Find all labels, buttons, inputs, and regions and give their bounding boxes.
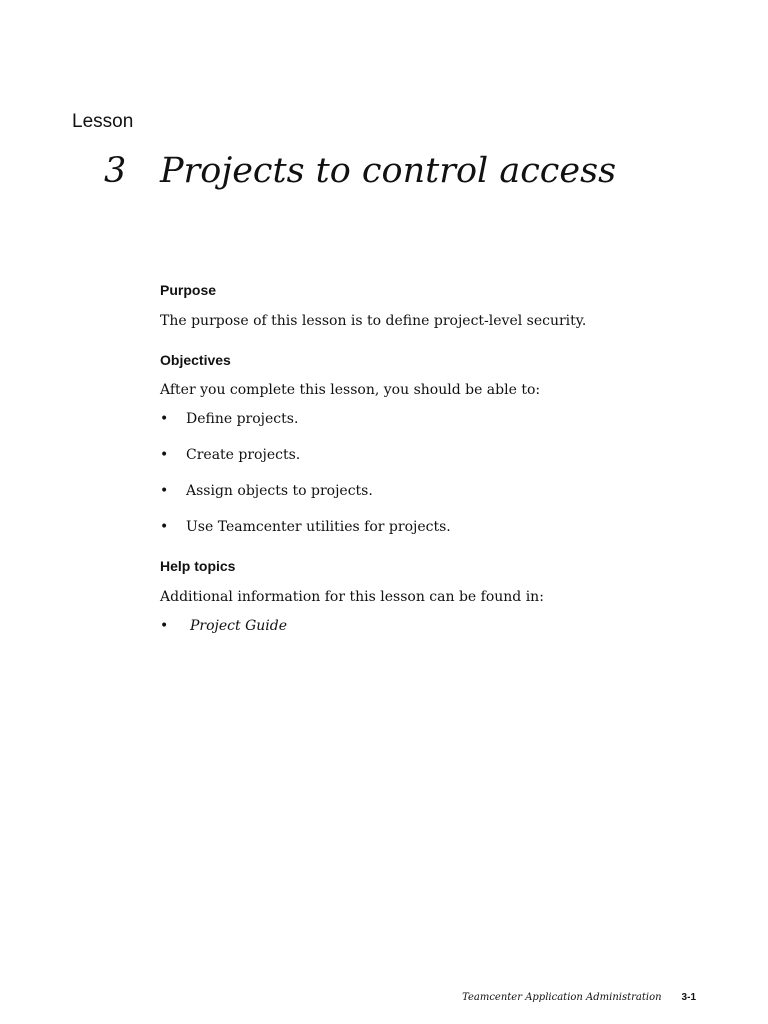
page-footer <box>462 987 696 1005</box>
bullet-icon: • <box>160 483 169 499</box>
objectives-section <box>160 350 720 537</box>
objectives-heading: Objectives <box>160 352 231 368</box>
bullet-icon: • <box>160 411 169 427</box>
help-topics-list <box>160 616 720 636</box>
purpose-text: The purpose of this lesson is to define project-level security. <box>160 313 587 329</box>
purpose-section <box>160 280 720 331</box>
objective-text: Create projects. <box>186 447 301 463</box>
lesson-label: Lesson <box>72 111 134 132</box>
objectives-list <box>160 409 720 537</box>
list-item <box>160 517 720 537</box>
list-item <box>160 409 720 429</box>
help-topics-intro: Additional information for this lesson can be found in: <box>160 589 544 605</box>
help-topics-heading: Help topics <box>160 558 236 574</box>
page-number: 3-1 <box>681 992 696 1003</box>
help-topics-section <box>160 556 720 636</box>
bullet-icon: • <box>160 447 169 463</box>
footer-title: Teamcenter Application Administration <box>462 992 662 1003</box>
lesson-title: Projects to control access <box>160 151 617 191</box>
list-item <box>160 616 720 636</box>
lesson-number: 3 <box>104 151 127 191</box>
list-item <box>160 445 720 465</box>
list-item <box>160 481 720 501</box>
purpose-heading: Purpose <box>160 282 217 298</box>
objective-text: Define projects. <box>186 411 299 427</box>
bullet-icon: • <box>160 618 169 634</box>
objective-text: Assign objects to projects. <box>186 483 373 499</box>
objective-text: Use Teamcenter utilities for projects. <box>186 519 451 535</box>
help-topic-link[interactable]: Project Guide <box>190 618 288 634</box>
lesson-heading <box>104 148 616 194</box>
objectives-intro: After you complete this lesson, you should be able to: <box>160 382 541 398</box>
bullet-icon: • <box>160 519 169 535</box>
lesson-content <box>160 280 720 636</box>
